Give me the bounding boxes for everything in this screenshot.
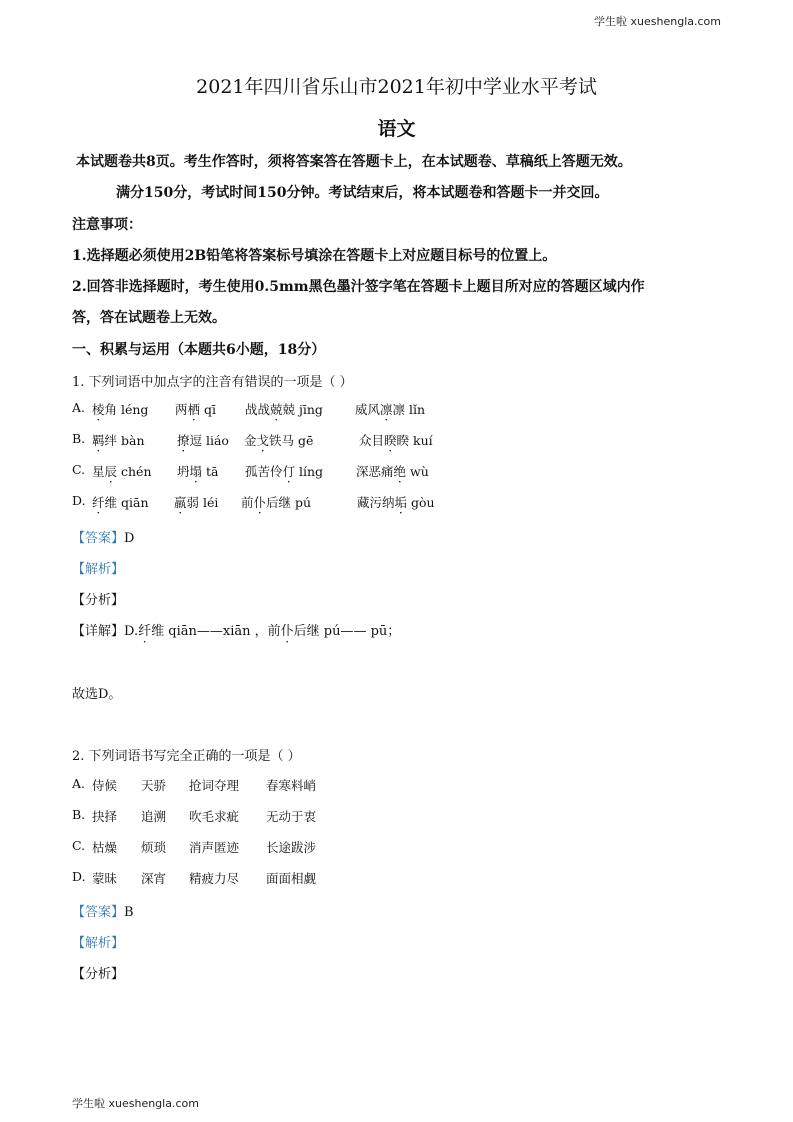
option-word-2: 天骄 [141,778,167,793]
dotted-char: 栖 [187,402,201,417]
section-heading: 一、积累与运用（本题共6小题，18分） [72,342,326,358]
dotted-char: 棱 [92,402,105,417]
question-1-detail: 【详解】D.纤维 qiān——xiān ，前仆后继 pú—— pū； [72,624,401,639]
option-letter: A. [72,400,86,415]
note-item-1: 1.选择题必须使用2B铅笔将答案标号填涂在答题卡上对应题目标号的位置上。 [72,248,557,264]
option-word-4: 无动于衷 [266,809,317,824]
question-1-option-a [72,400,592,418]
option-word-2: 两栖 qī [175,402,217,417]
question-2-fenxi-tag: 【分析】 [72,967,125,982]
option-word-3: 精疲力尽 [189,871,240,886]
answer-tag: 【答案】 [72,905,125,920]
option-word-4: 面面相觑 [266,871,317,886]
option-word-3: 战战兢兢 jīng [245,402,323,417]
option-word-4: 众目睽睽 kuí [359,433,433,448]
option-word-2: 追溯 [141,809,167,824]
dotted-char: 辰 [104,464,118,479]
option-letter: D. [72,869,86,884]
option-word-2: 撩逗 liáo [177,433,229,448]
option-word-1: 枯燥 [92,840,118,855]
dotted-char: 凛 [380,402,393,417]
dotted-char: 仆 [253,495,267,510]
option-letter: B. [72,431,86,446]
question-1-option-d [72,493,592,511]
dotted-char: 兢 [270,402,283,417]
answer-tag: 【答案】 [72,531,125,546]
dotted-char: 纤 [92,495,105,510]
option-word-1: 纤维 qiān [92,495,149,510]
dotted-char: 戈 [256,433,270,448]
option-word-4: 深恶痛绝 wù [356,464,429,479]
notes-heading: 注意事项： [72,217,142,233]
dotted-char: 纤 [138,624,152,639]
instruction-line-1: 本试题卷共8页。考生作答时，须将答案答在答题卡上，在本试题卷、草稿纸上答题无效。 [76,154,632,170]
option-letter: A. [72,776,86,791]
option-word-1: 星辰 chén [92,464,152,479]
watermark-bottom: 学生啦 xueshengla.com [72,1097,199,1110]
question-1-option-b [72,431,592,449]
subject-title: 语文 [377,118,416,140]
option-word-1: 抉择 [92,809,118,824]
dotted-char: 仆 [280,624,294,639]
question-2-stem: 2. 下列词语书写完全正确的一项是（ ） [72,749,301,764]
answer-value: D [124,531,135,546]
question-1-fenxi-tag: 【分析】 [72,593,125,608]
dotted-char: 羸 [174,495,187,510]
answer-value: B [124,905,134,920]
option-word-3: 抢词夺理 [189,778,240,793]
option-word-2: 烦琐 [141,840,167,855]
question-2-option-c [72,838,412,856]
dotted-char: 睽 [384,433,397,448]
option-word-3: 吹毛求疵 [189,809,240,824]
option-word-1: 蒙昧 [92,871,118,886]
question-2-option-d [72,869,412,887]
option-word-4: 春寒料峭 [266,778,317,793]
question-2-analysis-tag: 【解析】 [72,936,125,951]
question-1-answer [72,527,134,546]
option-word-2: 深宵 [141,871,167,886]
question-2-option-a [72,776,412,794]
question-2-option-b [72,807,412,825]
option-letter: C. [72,462,86,477]
question-1-analysis-tag: 【解析】 [72,562,125,577]
note-item-2-line-1: 2.回答非选择题时，考生使用0.5mm黑色墨汁签字笔在答题卡上题目所对应的答题区域内作 [72,279,645,295]
question-1-option-c [72,462,592,480]
option-word-4: 藏污纳垢 gòu [357,495,435,510]
option-word-3: 消声匿迹 [189,840,240,855]
option-word-1: 羁绊 bàn [92,433,145,448]
option-letter: D. [72,493,86,508]
question-1-conclusion: 故选D。 [72,687,122,702]
watermark-top: 学生啦 xueshengla.com [594,15,721,28]
dotted-char: 塌 [189,464,203,479]
dotted-char: 绝 [393,464,407,479]
option-word-3: 孤苦伶仃 líng [245,464,324,479]
note-item-2-line-2: 答，答在试题卷上无效。 [72,310,226,326]
option-word-2: 羸弱 léi [174,495,219,510]
option-word-1: 棱角 léng [92,402,149,417]
option-word-4: 威风凛凛 lǐn [355,402,426,417]
option-letter: C. [72,838,86,853]
option-word-4: 长途跋涉 [266,840,317,855]
option-word-2: 坍塌 tā [177,464,219,479]
dotted-char: 垢 [394,495,408,510]
dotted-char: 仃 [282,464,296,479]
exam-title: 2021年四川省乐山市2021年初中学业水平考试 [196,76,597,98]
option-word-1: 侍候 [92,778,118,793]
question-2-answer [72,901,134,920]
option-word-3: 金戈铁马 gē [244,433,314,448]
option-letter: B. [72,807,86,822]
dotted-char: 羁 [92,433,105,448]
option-word-3: 前仆后继 pú [241,495,312,510]
dotted-char: 撩 [177,433,190,448]
instruction-line-2: 满分150分，考试时间150分钟。考试结束后，将本试题卷和答题卡一并交回。 [116,185,609,201]
question-1-stem: 1. 下列词语中加点字的注音有错误的一项是（ ） [72,375,353,390]
